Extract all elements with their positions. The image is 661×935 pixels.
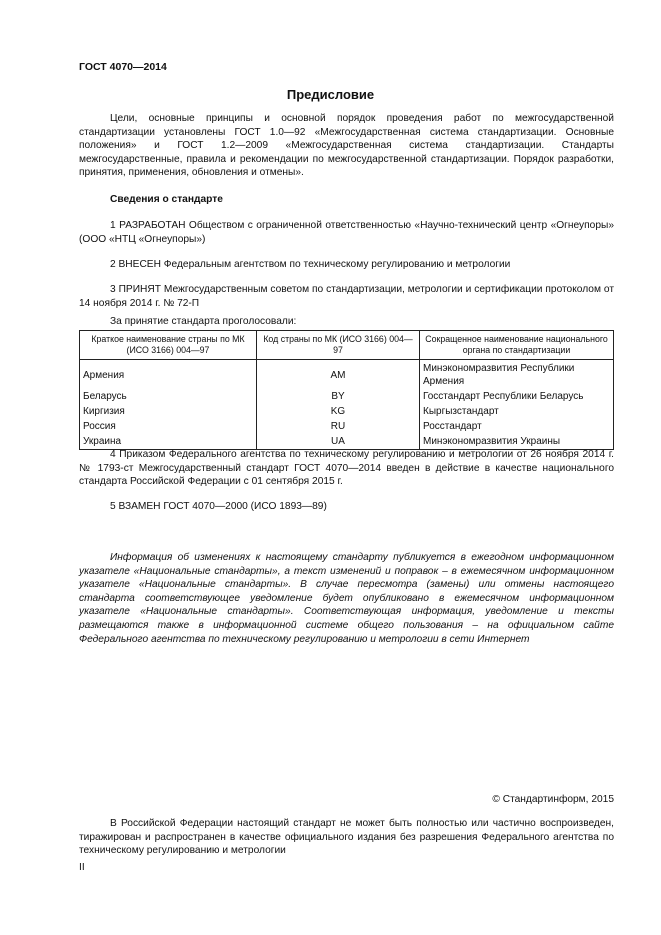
voting-countries-table bbox=[79, 330, 614, 450]
table-header-row bbox=[80, 331, 614, 360]
country-name: Беларусь bbox=[80, 389, 257, 404]
page-number: II bbox=[79, 862, 85, 873]
column-header-agency: Сокращенное наименование национального органа по стандартизации bbox=[420, 331, 614, 360]
item-introduced: 2 ВНЕСЕН Федеральным агентством по техническому регулированию и метрологии bbox=[110, 259, 511, 270]
country-name: Россия bbox=[80, 419, 257, 434]
item-developed: 1 РАЗРАБОТАН Обществом с ограниченной ответственностью «Научно-технический центр «Огнеупоры» (ООО «НТЦ «Огнеупоры») bbox=[79, 220, 614, 245]
item-replaces: 5 ВЗАМЕН ГОСТ 4070—2000 (ИСО 1893—89) bbox=[110, 501, 327, 512]
table-row bbox=[80, 360, 614, 390]
agency-name: Росстандарт bbox=[420, 419, 614, 434]
country-code: KG bbox=[257, 404, 420, 419]
table-row bbox=[80, 389, 614, 404]
section-subtitle: Сведения о стандарте bbox=[110, 194, 223, 205]
column-header-country: Краткое наименование страны по МК (ИСО 3166) 004—97 bbox=[80, 331, 257, 360]
intro-paragraph: Цели, основные принципы и основной порядок проведения работ по межгосударственной стандартизации установлены ГОСТ 1.0—92 «Межгосударственная система стандартизации. Основные положения» и ГОСТ 1.2—2009 «Межгосударственная система стандартизации. Стандарты межгосударственные, правила и рекомендации по межгосударственной стандартизации. Порядок разработки, принятия, применения, обновления и отмены». bbox=[79, 113, 614, 179]
copyright-notice: © Стандартинформ, 2015 bbox=[492, 794, 614, 805]
agency-name: Госстандарт Республики Беларусь bbox=[420, 389, 614, 404]
country-code: AM bbox=[257, 360, 420, 390]
country-code: RU bbox=[257, 419, 420, 434]
column-header-code: Код страны по МК (ИСО 3166) 004—97 bbox=[257, 331, 420, 360]
legal-notice: В Российской Федерации настоящий стандарт не может быть полностью или частично воспроизведен, тиражирован и распространен в качестве официального издания без разрешения Федерального агентства по техническому регулированию и метрологии bbox=[79, 818, 614, 857]
country-name: Киргизия bbox=[80, 404, 257, 419]
country-name: Армения bbox=[80, 360, 257, 390]
table-row bbox=[80, 404, 614, 419]
amendments-notice: Информация об изменениях к настоящему стандарту публикуется в ежегодном информационном указателе «Национальные стандарты», а текст изменений и поправок – в ежемесячном информационном указателе «Национальные стандарты». В случае пересмотра (замены) или отмены настоящего стандарта соответствующее уведомление будет опубликовано в ежемесячном информационном указателе «Национальные стандарты». Соответствующая информация, уведомление и тексты размещаются также в информационной системе общего пользования – на официальном сайте Федерального агентства по техническому регулированию и метрологии в сети Интернет bbox=[79, 552, 614, 645]
agency-name: Кыргызстандарт bbox=[420, 404, 614, 419]
country-code: UA bbox=[257, 434, 420, 450]
agency-name: Минэкономразвития Украины bbox=[420, 434, 614, 450]
country-name: Украина bbox=[80, 434, 257, 450]
item-adopted: 3 ПРИНЯТ Межгосударственным советом по стандартизации, метрологии и сертификации протоколом от 14 ноября 2014 г. № 72-П bbox=[79, 284, 614, 309]
page-title: Предисловие bbox=[286, 87, 375, 102]
country-code: BY bbox=[257, 389, 420, 404]
vote-label: За принятие стандарта проголосовали: bbox=[110, 316, 297, 327]
item-order: 4 Приказом Федерального агентства по техническому регулированию и метрологии от 26 ноября 2014 г. № 1793-ст Межгосударственный стандарт ГОСТ 4070—2014 введен в действие в качестве национального стандарта Российской Федерации с 01 сентября 2015 г. bbox=[79, 449, 614, 488]
document-header: ГОСТ 4070—2014 bbox=[79, 61, 167, 73]
agency-name: Минэкономразвития Республики Армения bbox=[420, 360, 614, 390]
table-row bbox=[80, 419, 614, 434]
